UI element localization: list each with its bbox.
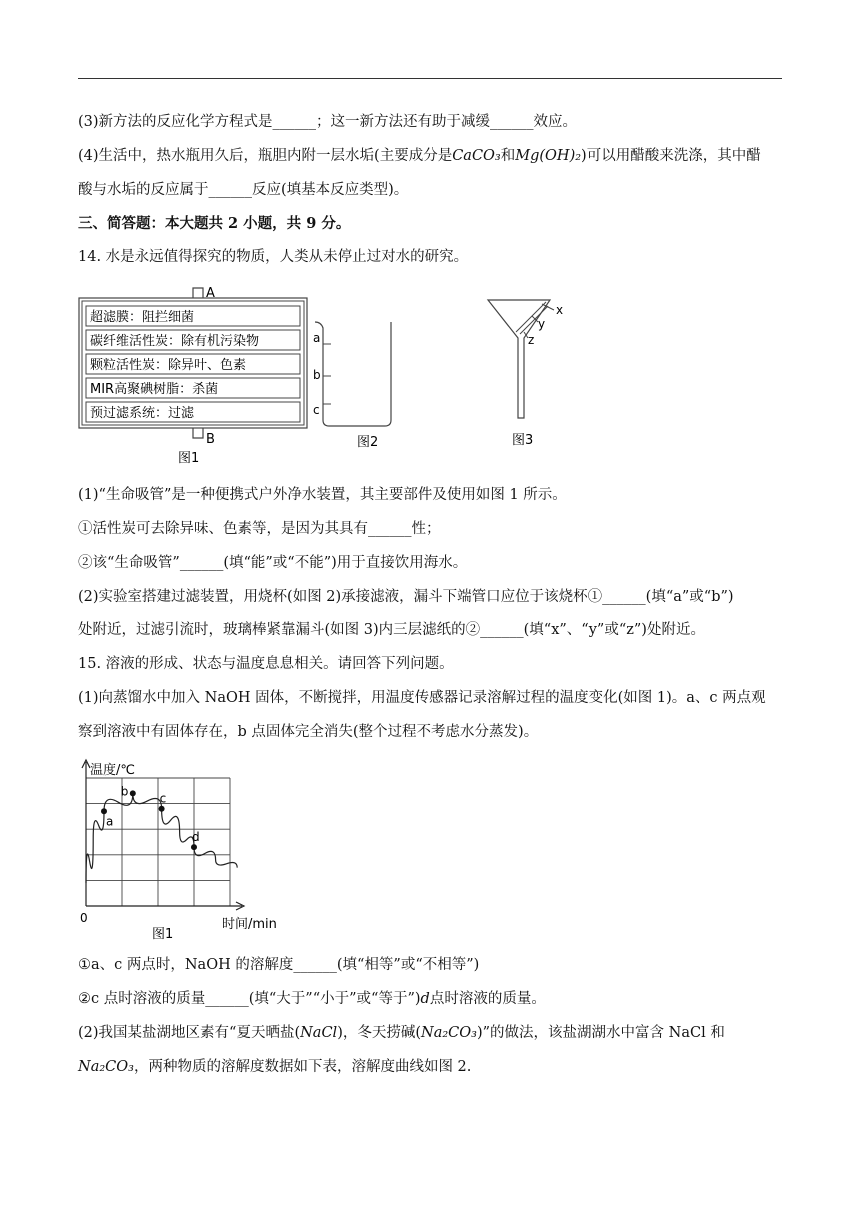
- q14-part1-sub2: ②该“生命吸管”______(填“能”或“不能”)用于直接饮用海水。: [78, 555, 468, 571]
- q14-part1: (1)“生命吸管”是一种便携式户外净水装置，其主要部件及使用如图 1 所示。: [78, 487, 567, 503]
- funnel-figure: [480, 296, 580, 451]
- data-point-d: [191, 844, 197, 850]
- origin-label: 0: [80, 911, 88, 925]
- q13-part3: (3)新方法的反应化学方程式是______；这一新方法还有助于减缓______效应。: [78, 114, 578, 130]
- formula-caco3: CaCO₃: [452, 148, 501, 164]
- point-label-a: a: [106, 814, 114, 829]
- label-b: B: [206, 432, 215, 447]
- point-label-b: b: [120, 784, 129, 799]
- funnel-label-z: z: [528, 333, 535, 347]
- beaker-label-a: a: [313, 331, 321, 345]
- filter-layer-label: 预过滤系统：过滤: [90, 406, 195, 421]
- formula-mgoh2: Mg(OH)₂: [515, 148, 582, 164]
- symbol-d: d: [420, 991, 430, 1007]
- q15-part1: (1)向蒸馏水中加入 NaOH 固体，不断搅拌，用温度传感器记录溶解过程的温度变化(如图 1)。a、c 两点观: [78, 690, 766, 706]
- chart-caption: 图1: [152, 927, 174, 942]
- q15-part2-text: (2)我国某盐湖地区素有“夏天晒盐(: [78, 1025, 301, 1041]
- q14-part2: (2)实验室搭建过滤装置，用烧杯(如图 2)承接滤液，漏斗下端管口应位于该烧杯①______(填“a”或“b”): [78, 589, 734, 605]
- data-point-c: [159, 806, 165, 812]
- q15-sub2-text: ②c 点时溶液的质量______(填“大于”“小于”或“等于”): [78, 991, 421, 1007]
- filter-layer-label: 碳纤维活性炭：除有机污染物: [90, 334, 260, 349]
- q15-part2-text-end: )”的做法，该盐湖湖水中富含 NaCl 和: [476, 1025, 725, 1041]
- x-axis-label: 时间/min: [222, 917, 277, 932]
- q15-part1-cont: 察到溶液中有固体存在，b 点固体完全消失(整个过程不考虑水分蒸发)。: [78, 724, 539, 740]
- label-a: A: [206, 286, 215, 301]
- filter-layer-label: MIR高聚碘树脂：杀菌: [90, 382, 219, 397]
- chart-grid: [86, 778, 230, 906]
- header-rule: [78, 78, 782, 79]
- q15-part1-sub1: ①a、c 两点时，NaOH 的溶解度______(填“相等”或“不相等”): [78, 957, 480, 973]
- point-label-d: d: [192, 830, 200, 845]
- q15-sub2-text-end: 点时溶液的质量。: [429, 991, 546, 1007]
- filter-layer-label: 超滤膜：阻拦细菌: [90, 310, 195, 325]
- q13-part4-and: 和: [500, 148, 516, 164]
- q15-part2: [78, 1023, 798, 1043]
- q14-stem: 14. 水是永远值得探究的物质，人类从未停止过对水的研究。: [78, 249, 469, 265]
- q13-part4-cont: 酸与水垢的反应属于______反应(填基本反应类型)。: [78, 182, 409, 198]
- q14-part1-sub1: ①活性炭可去除异味、色素等，是因为其具有______性；: [78, 521, 441, 537]
- q13-part4-text: (4)生活中，热水瓶用久后，瓶胆内附一层水垢(主要成分是: [78, 148, 453, 164]
- funnel-label-x: x: [556, 303, 564, 317]
- q13-part4: [78, 146, 798, 166]
- beaker-label-c: c: [313, 403, 320, 417]
- funnel-label-y: y: [538, 317, 546, 331]
- q15-part2-cont: [78, 1057, 798, 1077]
- formula-na2co3-2: Na₂CO₃: [78, 1059, 134, 1075]
- beaker-figure: [305, 316, 400, 451]
- life-straw-figure: [78, 280, 321, 465]
- formula-na2co3: Na₂CO₃: [421, 1025, 477, 1041]
- y-axis-label: 温度/℃: [90, 763, 135, 778]
- q13-part4-text-end: )可以用醋酸来洗涤，其中醋: [581, 148, 761, 164]
- figure3-caption: 图3: [512, 433, 534, 448]
- section-heading: 三、简答题：本大题共 2 小题，共 9 分。: [78, 215, 351, 232]
- temperature-chart: [76, 756, 296, 946]
- formula-nacl: NaCl: [300, 1025, 338, 1041]
- q15-part1-sub2: [78, 989, 798, 1009]
- q15-part2-cont-text: ，两种物质的溶解度数据如下表，溶解度曲线如图 2.: [133, 1059, 472, 1075]
- q15-part2-text-mid: )，冬天捞碱(: [337, 1025, 422, 1041]
- figure1-caption: 图1: [178, 451, 200, 465]
- filter-layer-label: 颗粒活性炭：除异叶、色素: [90, 358, 247, 373]
- data-point-b: [130, 790, 136, 796]
- q14-part2-cont: 处附近，过滤引流时，玻璃棒紧靠漏斗(如图 3)内三层滤纸的②______(填“x”、“y”或“z”)处附近。: [78, 622, 705, 638]
- q15-stem: 15. 溶液的形成、状态与温度息息相关。请回答下列问题。: [78, 656, 454, 672]
- beaker-label-b: b: [313, 368, 321, 382]
- figure2-caption: 图2: [357, 435, 379, 450]
- point-label-c: c: [159, 791, 167, 806]
